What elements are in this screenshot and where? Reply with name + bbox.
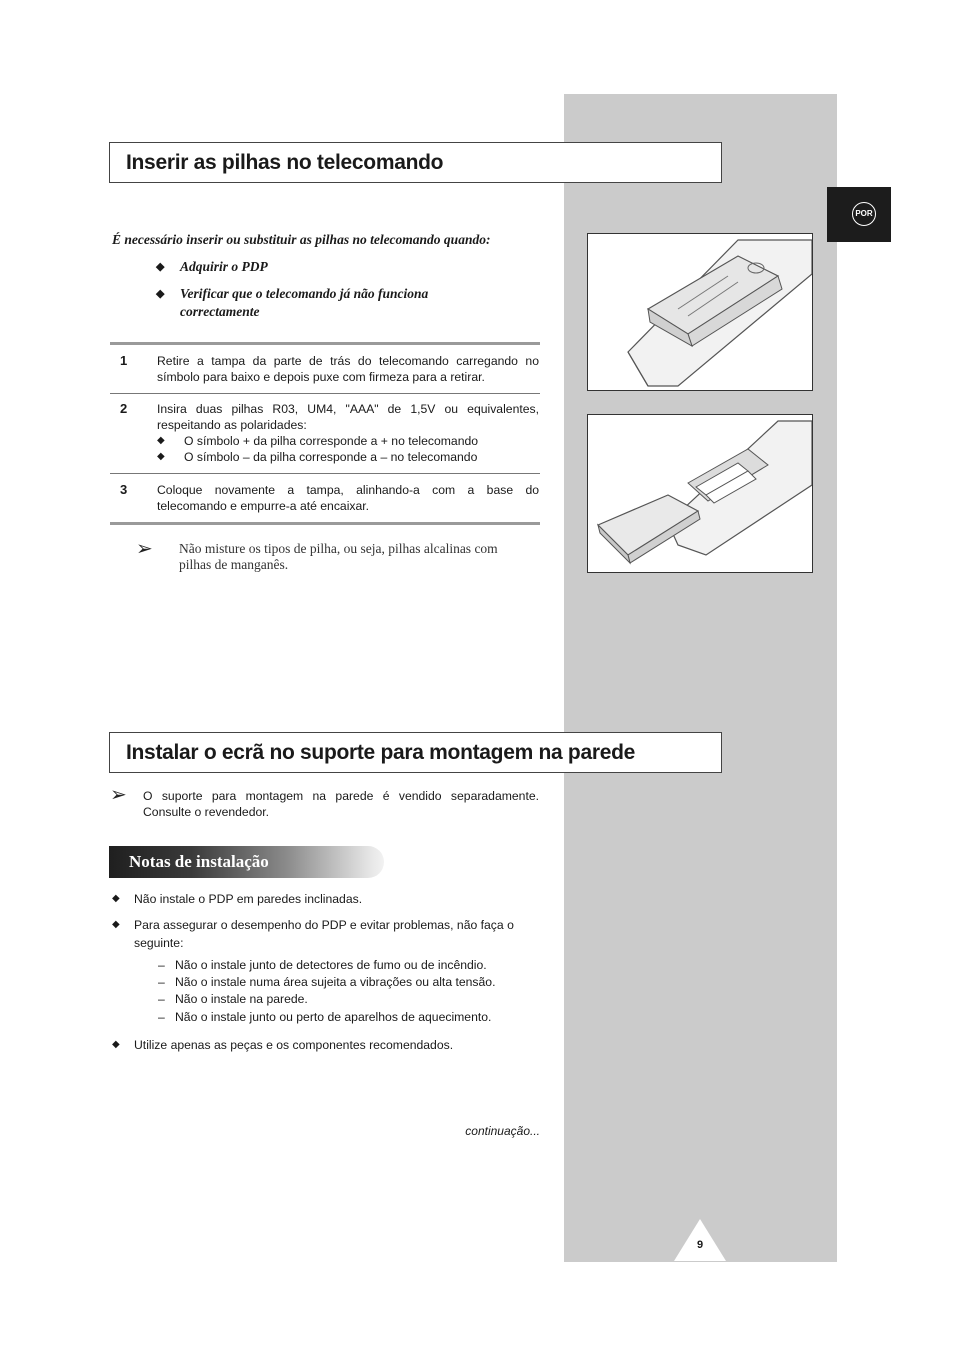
bullet-icon: ◆ — [156, 288, 165, 300]
dash-marker: – — [158, 992, 165, 1006]
wall-mount-note: O suporte para montagem na parede é vendido separadamente. Consulte o revendedor. — [143, 789, 539, 819]
step-text: Coloque novamente a tampa, alinhando-a com a base do telecomando e empurre-a até encaixar. — [157, 483, 539, 513]
continuation-text: continuação... — [465, 1124, 540, 1138]
language-badge: POR — [852, 202, 876, 226]
polarity-bullet-text: O símbolo + da pilha corresponde a + no telecomando — [184, 434, 479, 448]
dash-marker: – — [158, 1010, 165, 1024]
divider — [110, 522, 540, 525]
step-number: 2 — [120, 401, 128, 416]
polarity-bullet-text: O símbolo – da pilha corresponde a – no telecomando — [184, 450, 478, 464]
installation-bullet-text: Não instale o PDP em paredes inclinadas. — [134, 892, 363, 906]
intro-bullet-text: Adquirir o PDP — [180, 259, 268, 274]
page-number: 9 — [696, 1239, 704, 1251]
divider — [110, 473, 540, 474]
installation-bullet-text: Para assegurar o desempenho do PDP e evitar problemas, não faça o seguinte: — [134, 918, 514, 950]
divider — [110, 393, 540, 394]
bullet-icon: ◆ — [157, 451, 165, 462]
intro-text: É necessário inserir ou substituir as pilhas no telecomando quando: — [112, 232, 491, 247]
note-arrow-icon: ➢ — [110, 784, 127, 806]
bullet-icon: ◆ — [112, 893, 120, 904]
step-text: Insira duas pilhas R03, UM4, "AAA" de 1,5V ou equivalentes, respeitando as polaridades: — [157, 402, 539, 432]
section-title-wall-mount: Instalar o ecrã no suporte para montagem na parede — [109, 732, 722, 773]
intro-bullet-text: Verificar que o telecomando já não funciona correctamente — [180, 286, 429, 319]
remote-batteries-illustration — [587, 414, 813, 573]
bullet-icon: ◆ — [157, 435, 165, 446]
dash-marker: – — [158, 958, 165, 972]
bullet-icon: ◆ — [112, 919, 120, 930]
installation-bullet-text: Utilize apenas as peças e os componentes recomendados. — [134, 1038, 454, 1052]
section-title-batteries: Inserir as pilhas no telecomando — [109, 142, 722, 183]
note-arrow-icon: ➢ — [136, 538, 153, 560]
step-number: 1 — [120, 353, 128, 368]
notes-heading: Notas de instalação — [129, 852, 269, 871]
divider — [110, 342, 540, 345]
step-text: Retire a tampa da parte de trás do telecomando carregando no símbolo para baixo e depois puxe com firmeza para a retirar. — [157, 354, 539, 384]
dash-marker: – — [158, 975, 165, 989]
dash-item-text: Não o instale junto de detectores de fumo ou de incêndio. — [175, 958, 487, 972]
battery-note: Não misture os tipos de pilha, ou seja, pilhas alcalinas com pilhas de manganês. — [179, 541, 498, 572]
dash-item-text: Não o instale junto ou perto de aparelhos de aquecimento. — [175, 1010, 492, 1024]
bullet-icon: ◆ — [156, 261, 165, 273]
dash-item-text: Não o instale na parede. — [175, 992, 308, 1006]
step-number: 3 — [120, 482, 128, 497]
bullet-icon: ◆ — [112, 1039, 120, 1050]
remote-cover-illustration — [587, 233, 813, 391]
dash-item-text: Não o instale numa área sujeita a vibrações ou alta tensão. — [175, 975, 496, 989]
